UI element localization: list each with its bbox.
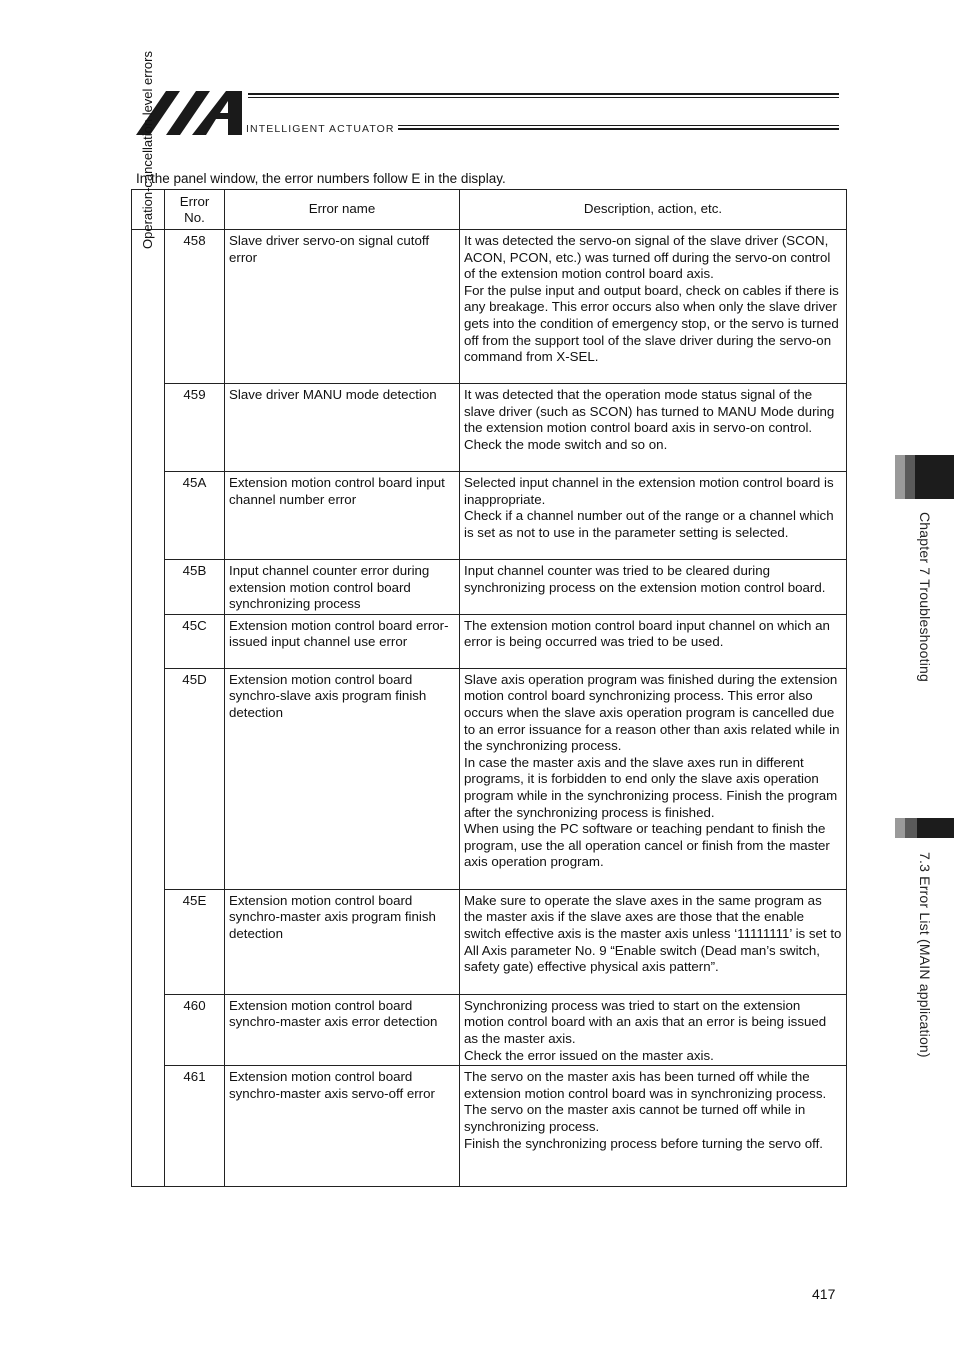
table-row	[132, 230, 847, 384]
error-description: Input channel counter was tried to be cleared during synchronizing process on the extension motion control board.	[460, 560, 847, 615]
header-rule-top-thin	[248, 97, 839, 98]
chapter-tab-block	[915, 455, 954, 499]
brand-name: INTELLIGENT ACTUATOR	[246, 123, 395, 135]
error-number: 45B	[165, 560, 225, 615]
error-description: It was detected the servo-on signal of the slave driver (SCON, ACON, PCON, etc.) was turned off during the servo-on control of the extension motion control board axis. For the pulse input and output board, check on cables if there is any breakage. This error occurs also when only the slave driver gets into the condition of emergency stop, or the servo is turned off from the support tool of the slave driver during the servo-on command from X-SEL.	[460, 230, 847, 384]
error-name: Extension motion control board synchro-master axis servo-off error	[225, 1066, 460, 1187]
error-name: Extension motion control board input channel number error	[225, 472, 460, 560]
table-row	[132, 472, 847, 560]
section-tab-block	[917, 818, 954, 838]
table-row	[132, 384, 847, 472]
category-label: Operation-cancellation level errors	[140, 51, 155, 249]
header-error-no: Error No.	[165, 190, 225, 230]
error-name: Slave driver servo-on signal cutoff error	[225, 230, 460, 384]
error-description: The servo on the master axis has been turned off while the extension motion control board was in synchronizing process. The servo on the master axis cannot be turned off while in synchronizing process. Finish the synchronizing process before turning the servo off.	[460, 1066, 847, 1187]
table-row	[132, 614, 847, 668]
error-number: 458	[165, 230, 225, 384]
table-row	[132, 994, 847, 1065]
table-row	[132, 668, 847, 889]
error-description: Slave axis operation program was finished during the extension motion control board synchronizing process. This error also occurs when the slave axis operation program is cancelled due to an error issuance for a reason other than axis related while in the synchronizing process. In case the master axis and the slave axes run in different programs, it is forbidden to end only the slave axis operation program while in the synchronizing process. Finish the program after the synchronizing process is finished. When using the PC software or teaching pendant to finish the program, use the all operation cancel or finish from the master axis operation program.	[460, 668, 847, 889]
table-row	[132, 560, 847, 615]
category-cell	[132, 51, 165, 1187]
error-description: Synchronizing process was tried to start on the extension motion control board with an axis that an error is being issued as the master axis. Check the error issued on the master axis.	[460, 994, 847, 1065]
error-description: Make sure to operate the slave axes in the same program as the master axis if the slave axes are those that the enable switch effective axis is the master axis unless ‘11111111’ is set to All Axis parameter No. 9 “Enable switch (Dead man’s switch, safety gate) effective physical axis pattern”.	[460, 889, 847, 994]
error-description: Selected input channel in the extension motion control board is inappropriate. Check if a channel number out of the range or a channel which is set as not to use in the parameter setting is selected.	[460, 472, 847, 560]
error-number: 45E	[165, 889, 225, 994]
error-number: 460	[165, 994, 225, 1065]
error-number: 45D	[165, 668, 225, 889]
error-name: Extension motion control board synchro-slave axis program finish detection	[225, 668, 460, 889]
error-name: Extension motion control board synchro-master axis program finish detection	[225, 889, 460, 994]
header-rule-bottom-thick	[398, 128, 839, 130]
error-name: Extension motion control board synchro-master axis error detection	[225, 994, 460, 1065]
section-tab-stripe-mid	[905, 818, 917, 838]
header-rule-top	[248, 93, 839, 95]
header-description: Description, action, etc.	[460, 190, 847, 230]
section-side-label: 7.3 Error List (MAIN application)	[917, 852, 933, 1058]
section-tab-stripe-light	[895, 818, 905, 838]
error-description: It was detected that the operation mode status signal of the slave driver (such as SCON) has turned to MANU Mode during the extension motion control board axis in servo-on control. Check the mode switch and so on.	[460, 384, 847, 472]
error-number: 45C	[165, 614, 225, 668]
table-row	[132, 889, 847, 994]
error-name: Extension motion control board error-issued input channel use error	[225, 614, 460, 668]
error-number: 45A	[165, 472, 225, 560]
header-rule-bottom	[398, 125, 839, 126]
error-number: 461	[165, 1066, 225, 1187]
chapter-tab-stripe-light	[895, 455, 905, 499]
intro-text: In the panel window, the error numbers follow E in the display.	[136, 171, 506, 186]
table-header-row	[132, 190, 847, 230]
error-number: 459	[165, 384, 225, 472]
header-error-name: Error name	[225, 190, 460, 230]
chapter-side-label: Chapter 7 Troubleshooting	[917, 512, 933, 682]
table-row	[132, 1066, 847, 1187]
error-name: Slave driver MANU mode detection	[225, 384, 460, 472]
error-name: Input channel counter error during extension motion control board synchronizing process	[225, 560, 460, 615]
chapter-tab-stripe-mid	[905, 455, 915, 499]
error-description: The extension motion control board input channel on which an error is being occurred was tried to be used.	[460, 614, 847, 668]
page-number: 417	[812, 1286, 836, 1302]
